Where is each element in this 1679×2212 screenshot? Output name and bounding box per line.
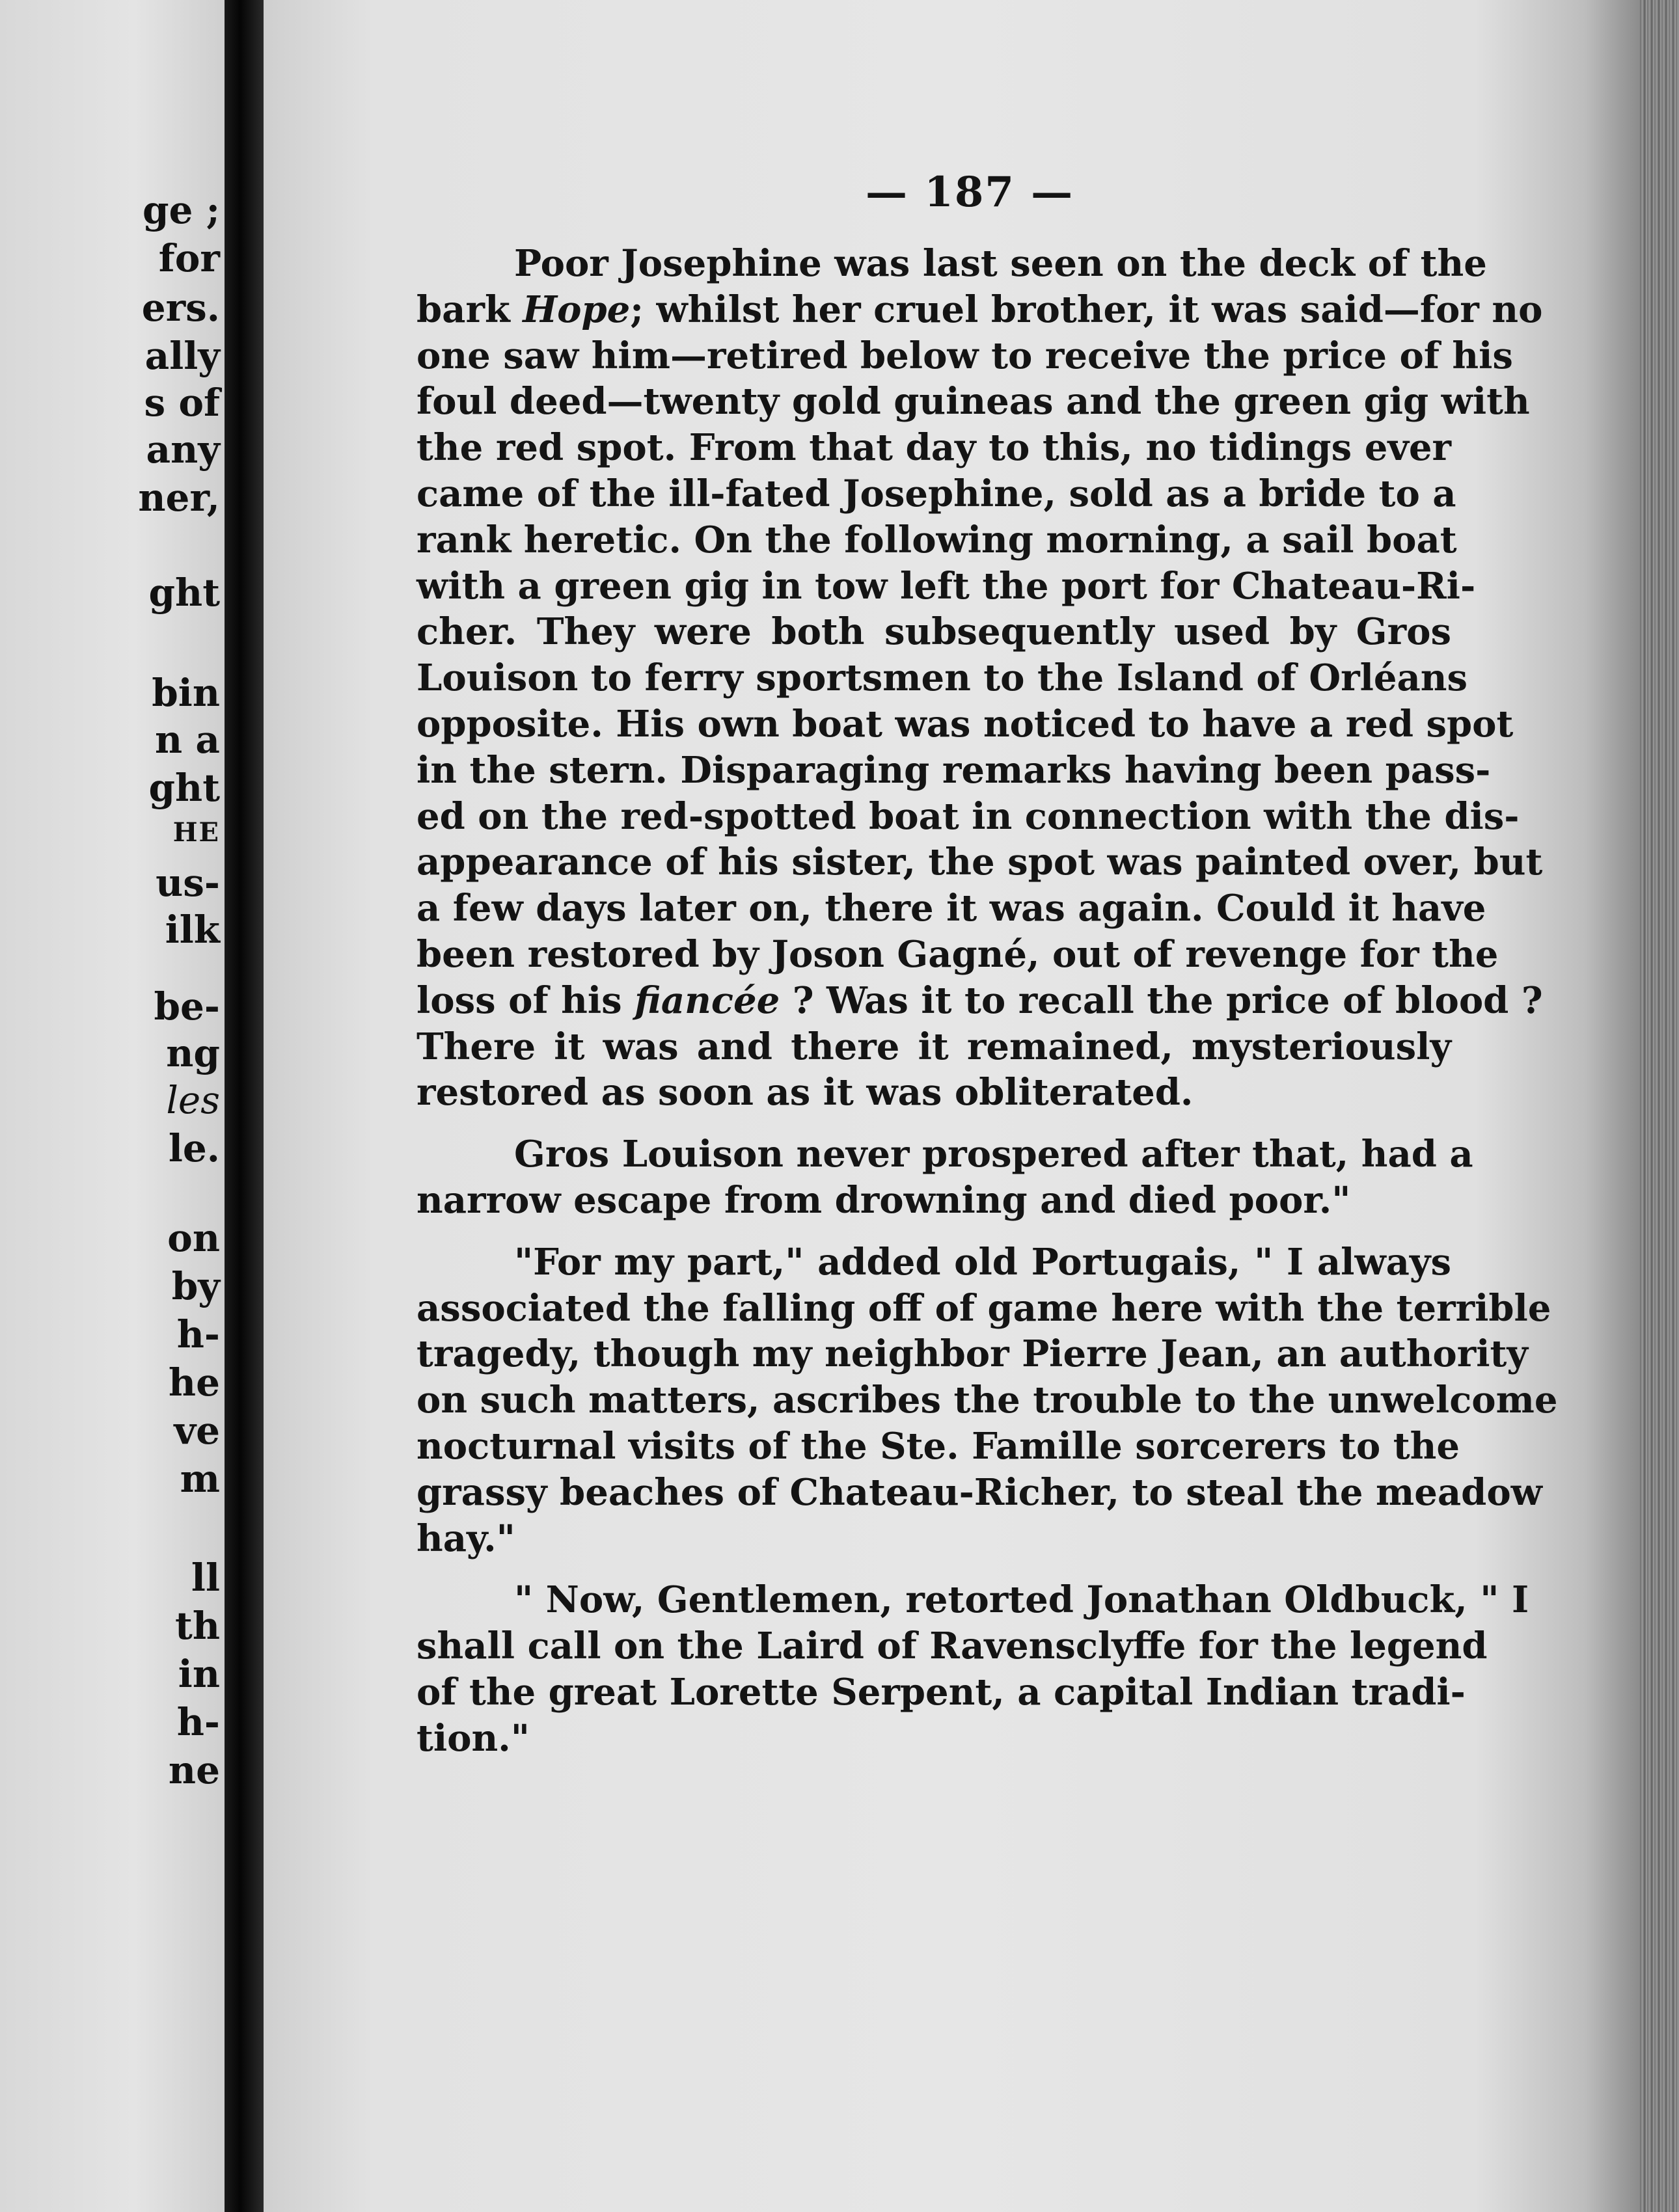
body-text — [416, 241, 1558, 1762]
left-page-fragment: ll — [191, 1556, 220, 1600]
text-line: tion." — [416, 1716, 530, 1760]
left-page-fragment: he — [168, 1360, 220, 1405]
page-edge-stack — [1640, 0, 1679, 2212]
left-page-fragment: ght — [148, 571, 220, 615]
text-line: ed on the red-spotted boat in connection with the dis- — [416, 794, 1520, 838]
left-page-fragment: h- — [176, 1312, 220, 1356]
text-line: on such matters, ascribes the trouble to the unwelcome — [416, 1379, 1558, 1422]
book-gutter — [225, 0, 264, 2212]
italic-text: Hope — [523, 288, 631, 331]
left-page-fragment: ng — [166, 1031, 220, 1075]
text-line: There it was and there it remained, mysteriously — [416, 1025, 1451, 1068]
text-line: hay." — [416, 1517, 515, 1560]
left-page-fragment: ve — [174, 1409, 220, 1453]
text-line: one saw him—retired below to receive the price of his — [416, 334, 1513, 377]
left-page-fragment: th — [175, 1604, 220, 1648]
left-page-fragment: h- — [176, 1700, 220, 1744]
text-line: been restored by Joson Gagné, out of revenge for the — [416, 932, 1499, 976]
left-page-fragment: ers. — [141, 286, 220, 330]
left-page-fragment: le. — [168, 1126, 220, 1170]
text-line: a few days later on, there it was again. Could it have — [416, 887, 1486, 930]
page-number: — 187 — — [866, 168, 1074, 217]
text-line: shall call on the Laird of Ravensclyffe for the legend — [416, 1625, 1488, 1668]
text-line: in the stern. Disparaging remarks having been pass- — [416, 748, 1491, 792]
text-line: appearance of his sister, the spot was painted over, but — [416, 841, 1543, 884]
left-page-fragment: ilk — [165, 908, 220, 952]
italic-text: fiancée — [635, 978, 780, 1022]
text-line: rank heretic. On the following morning, a sail boat — [416, 518, 1457, 561]
text-line: "For my part," added old Portugais, " I always — [514, 1240, 1451, 1284]
paragraph — [416, 241, 1543, 1116]
left-page-fragment: be- — [154, 984, 220, 1029]
left-page-fragment: n a — [155, 718, 220, 762]
left-page-fragment: any — [146, 427, 220, 472]
paragraph — [416, 1131, 1473, 1224]
left-page-fragment: by — [171, 1264, 220, 1308]
text-line: of the great Lorette Serpent, a capital Indian tradi- — [416, 1670, 1466, 1714]
text-line: narrow escape from drowning and died poor." — [416, 1178, 1351, 1222]
text-line: bark Hope; whilst her cruel brother, it was said—for no — [416, 288, 1543, 331]
text-line: " Now, Gentlemen, retorted Jonathan Oldbuck, " I — [514, 1578, 1529, 1622]
left-facing-page — [0, 0, 225, 2212]
text-line: cher. They were both subsequently used by Gros — [416, 610, 1451, 654]
left-page-fragment: bin — [152, 671, 220, 715]
text-line: Louison to ferry sportsmen to the Island of Orléans — [416, 656, 1468, 700]
left-page-fragment: in — [178, 1652, 220, 1696]
left-page-fragment: ally — [144, 334, 220, 378]
text-line: with a green gig in tow left the port for Chateau-Ri- — [416, 564, 1476, 608]
text-line: Poor Josephine was last seen on the deck of the — [514, 242, 1487, 285]
text-line: loss of his fiancée ? Was it to recall the price of blood ? — [416, 978, 1543, 1022]
text-line: restored as soon as it was obliterated. — [416, 1071, 1194, 1114]
paragraph — [416, 1577, 1529, 1761]
left-page-fragment: ght — [148, 766, 220, 810]
left-page-fragment: m — [180, 1457, 220, 1501]
left-page-fragment: ge ; — [142, 188, 220, 232]
left-page-fragment: les — [166, 1078, 220, 1122]
text-line: foul deed—twenty gold guineas and the green gig with — [416, 380, 1530, 424]
text-line: grassy beaches of Chateau-Richer, to steal the meadow — [416, 1470, 1542, 1514]
left-page-fragment: s of — [144, 381, 220, 425]
text-line: opposite. His own boat was noticed to have a red spot — [416, 702, 1514, 746]
left-page-fragment: for — [158, 236, 220, 280]
left-page-fragment: ner, — [138, 476, 220, 520]
left-page-fragment: HE — [172, 817, 220, 848]
left-page-fragment: on — [167, 1216, 220, 1260]
left-page-fragment: us- — [156, 861, 220, 905]
text-line: Gros Louison never prospered after that, had a — [514, 1133, 1473, 1176]
text-line: came of the ill-fated Josephine, sold as a bride to a — [416, 472, 1456, 515]
left-page-fragment: ne — [168, 1748, 220, 1792]
text-line: tragedy, though my neighbor Pierre Jean, an authority — [416, 1332, 1528, 1376]
text-line: associated the falling off of game here with the terrible — [416, 1286, 1551, 1330]
text-line: nocturnal visits of the Ste. Famille sorcerers to the — [416, 1424, 1460, 1468]
paragraph — [416, 1239, 1558, 1562]
text-line: the red spot. From that day to this, no tidings ever — [416, 426, 1451, 470]
